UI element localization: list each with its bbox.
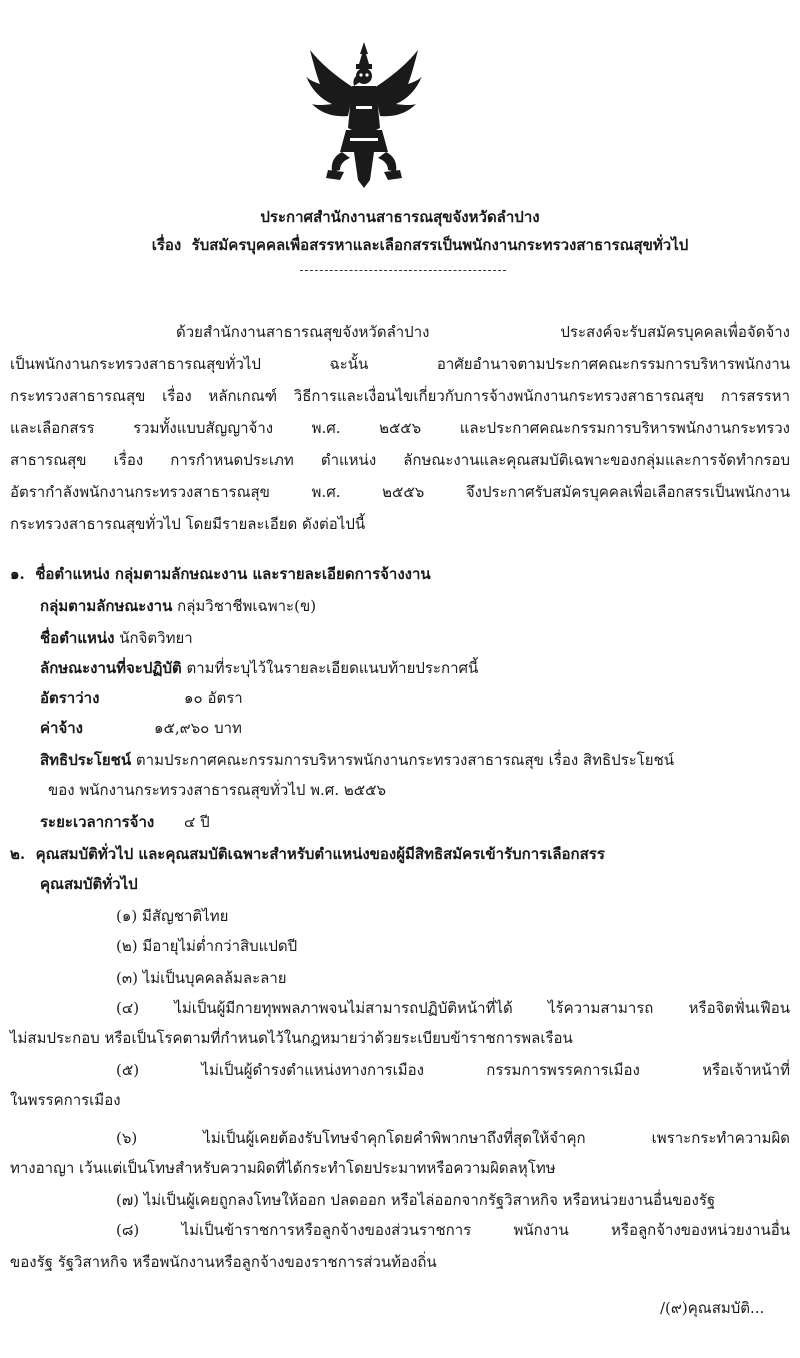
- intro-line: อัตรากำลังพนักงานกระทรวงสาธารณสุข พ.ศ. ๒๕๕๖ จึงประกาศรับสมัครบุคคลเพื่อเลือกสรรเป็นพนักงาน: [10, 483, 790, 501]
- section2-heading: [10, 842, 605, 866]
- duty-label: ลักษณะงานที่จะปฏิบัติ: [40, 659, 182, 677]
- qualification-item: (๖) ไม่เป็นผู้เคยต้องรับโทษจำคุกโดยคำพิพากษาถึงที่สุดให้จำคุก เพราะกระทำความผิด: [116, 1129, 790, 1147]
- benefit-label: สิทธิประโยชน์: [40, 751, 132, 769]
- qualification-item: (๑) มีสัญชาติไทย: [116, 907, 229, 925]
- vacancy-value: ๑๐ อัตรา: [184, 689, 243, 707]
- wage-label: ค่าจ้าง: [40, 719, 83, 737]
- wage-row: [40, 716, 83, 740]
- subject-label: เรื่อง: [151, 236, 182, 254]
- term-row: [40, 810, 154, 834]
- qualification-item: (๗) ไม่เป็นผู้เคยถูกลงโทษให้ออก ปลดออก หรือไล่ออกจากรัฐวิสาหกิจ หรือหน่วยงานอื่นของรัฐ: [116, 1191, 716, 1209]
- garuda-emblem-icon: [306, 40, 422, 190]
- announcement-subject: [40, 233, 800, 257]
- qualification-item-cont: ของรัฐ รัฐวิสาหกิจ หรือพนักงานหรือลูกจ้างของราชการส่วนท้องถิ่น: [10, 1253, 437, 1271]
- group-row: [40, 594, 316, 618]
- section2-title: คุณสมบัติทั่วไป และคุณสมบัติเฉพาะสำหรับตำแหน่งของผู้มีสิทธิสมัครเข้ารับการเลือกสรร: [35, 845, 605, 863]
- vacancy-label: อัตราว่าง: [40, 689, 100, 707]
- intro-line: และเลือกสรร รวมทั้งแบบสัญญาจ้าง พ.ศ. ๒๕๕๖ และประกาศคณะกรรมการบริหารพนักงานกระทรวง: [10, 419, 790, 437]
- announcement-title: ประกาศสำนักงานสาธารณสุขจังหวัดลำปาง: [260, 208, 540, 226]
- qualification-item: (๘) ไม่เป็นข้าราชการหรือลูกจ้างของส่วนราชการ พนักงาน หรือลูกจ้างของหน่วยงานอื่น: [116, 1221, 790, 1239]
- benefit-row: [40, 748, 674, 772]
- intro-line: กระทรวงสาธารณสุข เรื่อง หลักเกณฑ์ วิธีการและเงื่อนไขเกี่ยวกับการจ้างพนักงานกระทรวงสาธารณสุข การสรรหา: [10, 387, 790, 405]
- vacancy-row: [40, 686, 99, 710]
- qualification-item: (๕) ไม่เป็นผู้ดำรงตำแหน่งทางการเมือง กรรมการพรรคการเมือง หรือเจ้าหน้าที่: [116, 1061, 790, 1079]
- duty-value: ตามที่ระบุไว้ในรายละเอียดแนบท้ายประกาศนี้: [186, 659, 479, 677]
- benefit-value: ตามประกาศคณะกรรมการบริหารพนักงานกระทรวงสาธารณสุข เรื่อง สิทธิประโยชน์: [135, 751, 675, 769]
- term-value: ๔ ปี: [184, 813, 210, 831]
- qualification-item-cont: ไม่สมประกอบ หรือเป็นโรคตามที่กำหนดไว้ในกฎหมายว่าด้วยระเบียบข้าราชการพลเรือน: [10, 1029, 573, 1047]
- qualification-item: (๓) ไม่เป็นบุคคลล้มละลาย: [116, 969, 287, 987]
- section1-title: ชื่อตำแหน่ง กลุ่มตามลักษณะงาน และรายละเอียดการจ้างงาน: [35, 565, 431, 583]
- intro-line: เป็นพนักงานกระทรวงสาธารณสุขทั่วไป ฉะนั้น อาศัยอำนาจตามประกาศคณะกรรมการบริหารพนักงาน: [10, 355, 790, 373]
- qualification-item: (๔) ไม่เป็นผู้มีกายทุพพลภาพจนไม่สามารถปฏิบัติหน้าที่ได้ ไร้ความสามารถ หรือจิตฟั่นเฟือน: [116, 999, 790, 1017]
- section1-heading: [10, 562, 431, 586]
- title-separator: [300, 270, 506, 271]
- intro-line: กระทรวงสาธารณสุขทั่วไป โดยมีรายละเอียด ดังต่อไปนี้: [10, 515, 366, 533]
- section1-number: ๑.: [10, 565, 25, 583]
- duty-row: [40, 656, 478, 680]
- position-value: นักจิตวิทยา: [119, 629, 193, 647]
- section2-subheading: คุณสมบัติทั่วไป: [40, 875, 138, 893]
- subject-text: รับสมัครบุคคลเพื่อสรรหาและเลือกสรรเป็นพนักงานกระทรวงสาธารณสุขทั่วไป: [191, 236, 689, 254]
- qualification-item-cont: ทางอาญา เว้นแต่เป็นโทษสำหรับความผิดที่ได้กระทำโดยประมาทหรือความผิดลหุโทษ: [10, 1159, 556, 1177]
- position-row: [40, 626, 193, 650]
- position-label: ชื่อตำแหน่ง: [40, 629, 115, 647]
- term-label: ระยะเวลาการจ้าง: [40, 813, 155, 831]
- section2-number: ๒.: [10, 845, 26, 863]
- qualification-item: (๒) มีอายุไม่ต่ำกว่าสิบแปดปี: [116, 937, 298, 955]
- wage-value: ๑๕,๙๖๐ บาท: [154, 719, 242, 737]
- group-label: กลุ่มตามลักษณะงาน: [40, 597, 173, 615]
- intro-line: ด้วยสำนักงานสาธารณสุขจังหวัดลำปาง ประสงค์จะรับสมัครบุคคลเพื่อจัดจ้าง: [176, 323, 790, 341]
- group-value: กลุ่มวิชาชีพเฉพาะ(ข): [177, 597, 317, 615]
- benefit-continuation: ของ พนักงานกระทรวงสาธารณสุขทั่วไป พ.ศ. ๒๕๕๖: [48, 781, 386, 799]
- intro-line: สาธารณสุข เรื่อง การกำหนดประเภท ตำแหน่ง ลักษณะงานและคุณสมบัติเฉพาะของกลุ่มและการจัดทำกรอบ: [10, 451, 790, 469]
- qualification-item-cont: ในพรรคการเมือง: [10, 1091, 121, 1109]
- continuation-note: /(๙)คุณสมบัติ...: [660, 1299, 765, 1317]
